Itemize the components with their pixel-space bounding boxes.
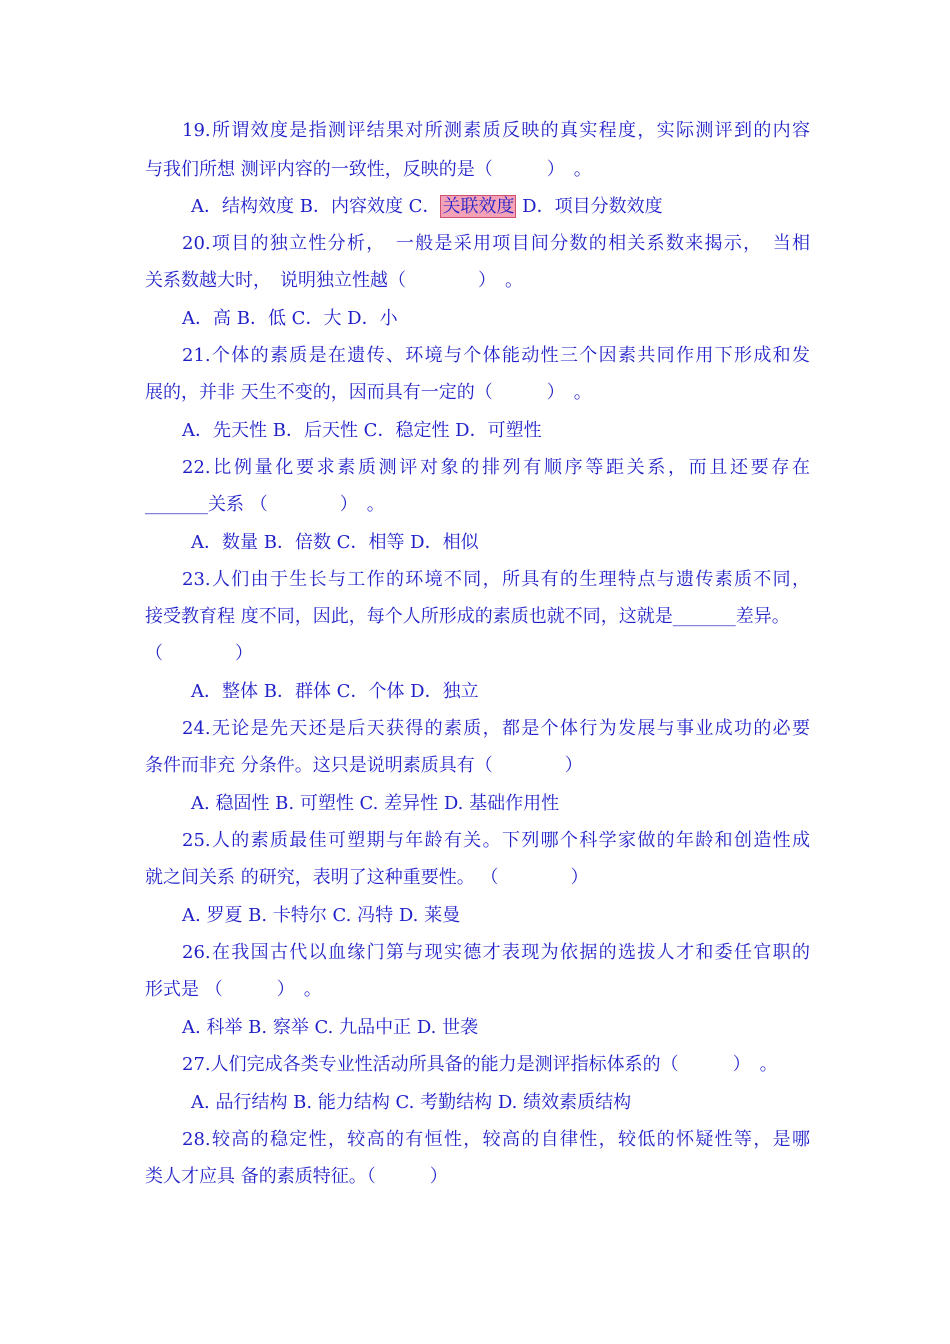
q19-line-2: 与我们所想 测评内容的一致性，反映的是（ ） 。 <box>145 159 592 180</box>
q27-line-1: 27.人们完成各类专业性活动所具备的能力是测评指标体系的（ ） 。 <box>182 1054 778 1075</box>
q27-options: A. 品行结构 B. 能力结构 C. 考勤结构 D. 绩效素质结构 <box>191 1092 632 1113</box>
q20-line-2: 关系数越大时， 说明独立性越（ ） 。 <box>145 270 523 291</box>
q24-options: A. 稳固性 B. 可塑性 C. 差异性 D. 基础作用性 <box>191 793 560 814</box>
q19-highlighted-option: 关联效度 <box>442 196 515 217</box>
q21-line-1: 21.个体的素质是在遗传、环境与个体能动性三个因素共同作用下形成和发 <box>182 345 810 366</box>
q28-line-1: 28.较高的稳定性，较高的有恒性，较高的自律性，较低的怀疑性等，是哪 <box>182 1129 810 1150</box>
q23-options: A．整体 B．群体 C．个体 D．独立 <box>191 681 479 702</box>
q26-line-1: 26.在我国古代以血缘门第与现实德才表现为依据的选拔人才和委任官职的 <box>182 942 810 963</box>
q21-options: A．先天性 B．后天性 C．稳定性 D．可塑性 <box>182 420 542 441</box>
q25-line-2: 就之间关系 的研究，表明了这种重要性。 （ ） <box>145 867 589 888</box>
q19-line-1: 19.所谓效度是指测评结果对所测素质反映的真实程度，实际测评到的内容 <box>182 120 810 141</box>
q23-line-3: （ ） <box>145 643 253 664</box>
q20-options: A．高 B．低 C．大 D．小 <box>182 308 398 329</box>
q19-options <box>191 194 856 220</box>
q26-line-2: 形式是 （ ） 。 <box>145 979 322 1000</box>
q21-line-2: 展的，并非 天生不变的，因而具有一定的（ ） 。 <box>145 382 592 403</box>
q24-line-1: 24.无论是先天还是后天获得的素质，都是个体行为发展与事业成功的必要 <box>182 718 810 739</box>
q23-line-2: 接受教育程 度不同，因此，每个人所形成的素质也就不同，这就是_______差异。 <box>145 606 790 627</box>
q26-options: A. 科举 B. 察举 C. 九品中正 D. 世袭 <box>182 1017 479 1038</box>
q19-options-a: A．结构效度 B．内容效度 C． <box>191 196 441 217</box>
q25-options: A. 罗夏 B. 卡特尔 C. 冯特 D. 莱曼 <box>182 905 461 926</box>
q23-line-1: 23.人们由于生长与工作的环境不同，所具有的生理特点与遗传素质不同， <box>182 569 810 590</box>
q25-line-1: 25.人的素质最佳可塑期与年龄有关。下列哪个科学家做的年龄和创造性成 <box>182 830 810 851</box>
q24-line-2: 条件而非充 分条件。这只是说明素质具有（ ） <box>145 755 583 776</box>
q22-line-2: _______关系 （ ） 。 <box>145 494 385 515</box>
q28-line-2: 类人才应具 备的素质特征。（ ） <box>145 1166 448 1187</box>
q22-line-1: 22.比例量化要求素质测评对象的排列有顺序等距关系，而且还要存在 <box>182 457 810 478</box>
q19-options-b: D．项目分数效度 <box>516 196 663 217</box>
q22-options: A．数量 B．倍数 C．相等 D．相似 <box>191 532 479 553</box>
q20-line-1: 20.项目的独立性分析， 一般是采用项目间分数的相关系数来揭示， 当相 <box>182 233 810 254</box>
